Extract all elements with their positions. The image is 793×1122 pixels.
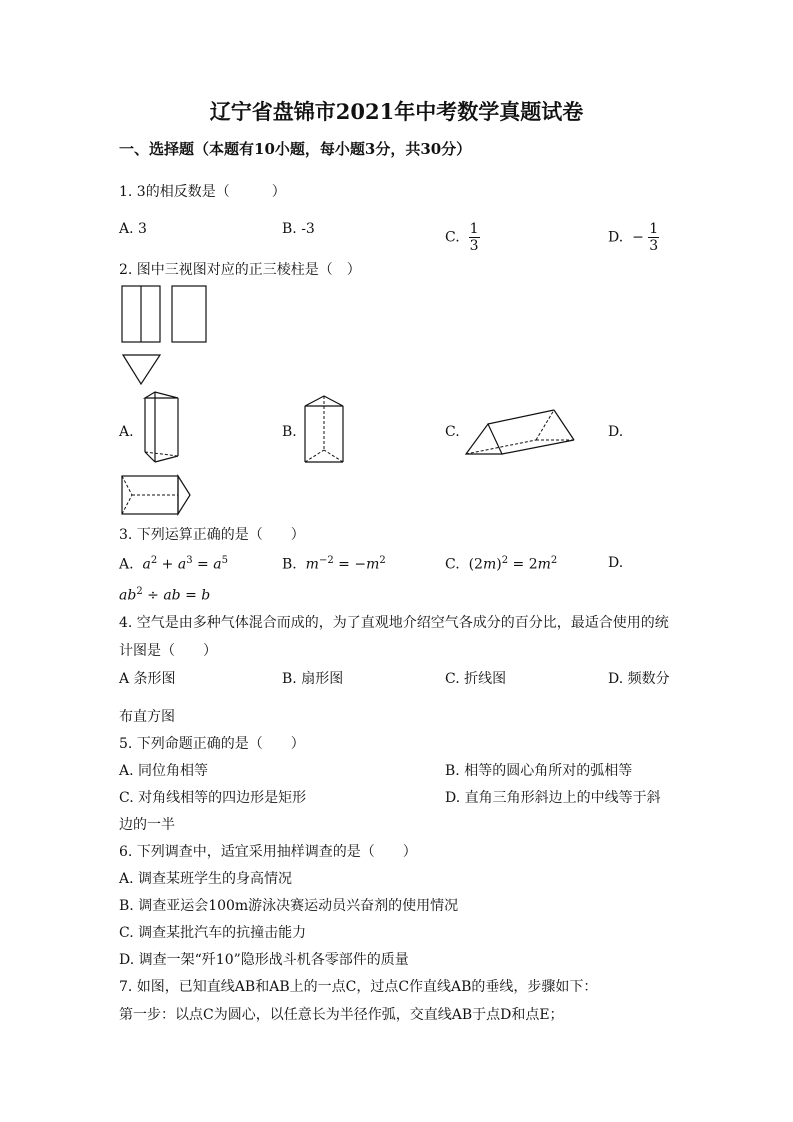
question-5-stem: 5. 下列命题正确的是（ ） [119, 736, 305, 752]
triangular-prism-a [140, 390, 190, 470]
question-7-step1: 第一步：以点C为圆心，以任意长为半径作弧，交直线AB于点D和点E； [119, 1007, 564, 1023]
q2-option-a: A. [119, 424, 134, 440]
q6-option-b: B. 调查亚运会100m游泳决赛运动员兴奋剂的使用情况 [119, 898, 459, 914]
q4-option-a: A 条形图 [119, 671, 176, 687]
q1-option-a: A. 3 [119, 221, 147, 237]
q2-option-c: C. [445, 424, 460, 440]
section-heading: 一、选择题（本题有10小题，每小题3分，共30分） [119, 140, 472, 158]
q4-option-d: D. 频数分 [608, 671, 670, 687]
q6-option-d: D. 调查一架“歼10”隐形战斗机各零部件的质量 [119, 952, 409, 968]
question-4-stem-line2: 计图是（ ） [119, 643, 217, 659]
fraction: $\frac{1}{3}$ [649, 221, 659, 254]
question-4-stem-line1: 4. 空气是由多种气体混合而成的，为了直观地介绍空气各成分的百分比，最适合使用的统 [119, 615, 669, 631]
q3-option-d: D. [608, 555, 624, 571]
question-2-stem: 2. 图中三视图对应的正三棱柱是（ ） [119, 262, 361, 278]
page-title: 辽宁省盘锦市2021年中考数学真题试卷 [209, 99, 584, 124]
triangular-prism-d [120, 472, 200, 518]
q2-option-b: B. [282, 424, 297, 440]
q4-option-b: B. 扇形图 [282, 671, 344, 687]
question-3-stem: 3. 下列运算正确的是（ ） [119, 527, 305, 543]
triangular-prism-b [300, 392, 350, 470]
question-6-stem: 6. 下列调查中，适宜采用抽样调查的是（ ） [119, 844, 417, 860]
three-view-figure [120, 286, 210, 386]
q3-option-c: C. $(2m)^2 = 2m^2$ [445, 555, 558, 573]
q3-option-d-formula: $ab^2$ ÷ ab = b [119, 586, 211, 604]
q6-option-c: C. 调查某批汽车的抗撞击能力 [119, 925, 307, 941]
triangular-prism-c [462, 404, 582, 460]
q4-option-c: C. 折线图 [445, 671, 507, 687]
fraction: $\frac{1}{3}$ [469, 221, 479, 254]
q1-option-d: D. − $\frac{1}{3}$ [608, 221, 659, 254]
q2-option-d: D. [608, 424, 624, 440]
q1-option-c: C. $\frac{1}{3}$ [445, 221, 479, 254]
q5-option-a: A. 同位角相等 [119, 763, 209, 779]
q5-option-d: D. 直角三角形斜边上的中线等于斜 [445, 790, 661, 806]
question-7-stem: 7. 如图，已知直线AB和AB上的一点C，过点C作直线AB的垂线，步骤如下： [119, 979, 598, 995]
q6-option-a: A. 调查某班学生的身高情况 [119, 871, 293, 887]
q3-option-a: A. $a^2 + a^3 = a^5$ [119, 555, 228, 573]
q3-option-b: B. $m^{-2} = -m^2$ [282, 555, 386, 573]
q5-option-c: C. 对角线相等的四边形是矩形 [119, 790, 307, 806]
q5-option-b: B. 相等的圆心角所对的弧相等 [445, 763, 633, 779]
question-1-stem: 1. 3的相反数是（ ） [119, 184, 286, 200]
q1-option-b: B. -3 [282, 221, 315, 237]
q4-option-d-continued: 布直方图 [119, 709, 175, 725]
q5-option-d-continued: 边的一半 [119, 817, 175, 833]
